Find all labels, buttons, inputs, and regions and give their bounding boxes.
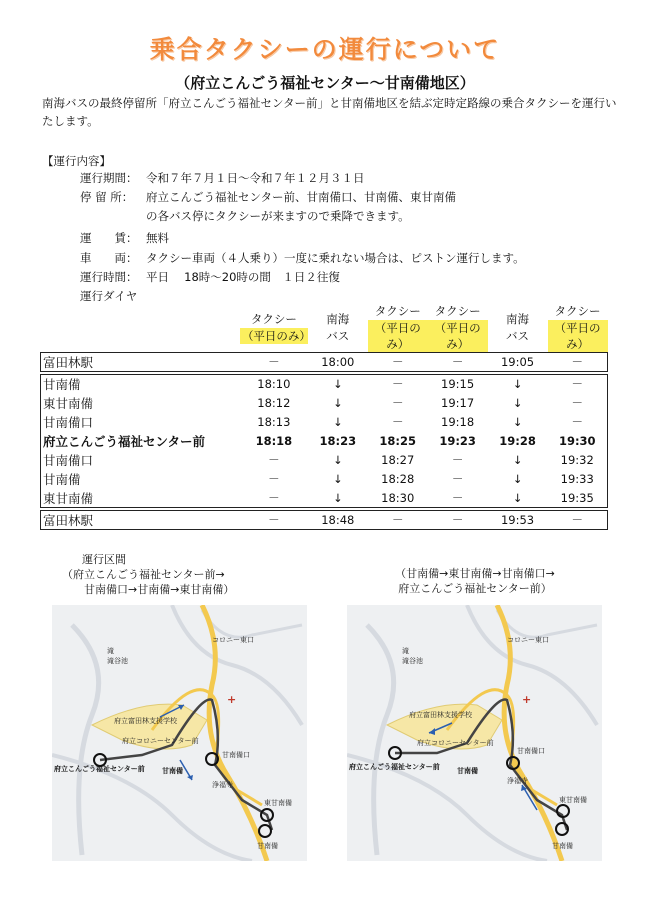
svg-text:+: + — [522, 693, 532, 706]
time-cell: ↓ — [512, 472, 523, 486]
time-cell: － — [240, 353, 308, 372]
time-cell: － — [268, 453, 280, 467]
time-cell: 18:10 — [240, 375, 308, 394]
column-header: タクシー （平日のみ） — [241, 312, 311, 343]
kannabi-guchi-label: 甘南備口 — [517, 747, 545, 755]
vehicle-value: タクシー車両（４人乗り）一度に乗れない場合は、ピストン運行します。 — [146, 251, 525, 265]
info-stops — [80, 188, 456, 207]
center-label: 府立こんごう福祉センター前 — [54, 765, 145, 773]
page-subtitle: （府立こんごう福祉センター～甘南備地区） — [175, 74, 475, 92]
time-cell: ↓ — [512, 415, 523, 429]
center-label: 府立こんごう福祉センター前 — [349, 763, 440, 771]
time-cell: 19:17 — [441, 396, 475, 410]
time-cell: ↓ — [332, 453, 343, 467]
fare-label: 運 賃： — [80, 231, 138, 245]
table-row — [41, 375, 608, 394]
right-map-caption: （甘南備→東甘南備→甘南備口→ 府立こんごう福祉センター前） — [395, 567, 555, 595]
timetable-header — [41, 303, 608, 353]
section-heading: 【運行内容】 — [42, 154, 111, 168]
time-cell: 19:15 — [428, 375, 488, 394]
time-cell: － — [428, 489, 488, 508]
time-cell: 18:18 — [255, 434, 293, 448]
time-cell: － — [451, 472, 464, 486]
time-cell: ↓ — [332, 472, 343, 486]
column-header: タクシー （平日のみ） — [548, 303, 608, 353]
right-route-map — [347, 605, 602, 861]
time-cell: － — [548, 413, 608, 432]
time-cell: － — [240, 511, 308, 530]
page-title: 乗合タクシーの運行について — [149, 35, 501, 64]
info-hours — [80, 268, 340, 287]
right-map-svg — [347, 605, 602, 861]
time-cell: － — [391, 396, 404, 410]
left-map-caption: 運行区間 （府立こんごう福祉センター前→ 甘南備口→甘南備→東甘南備） — [62, 553, 235, 596]
pond-label: 滝谷池 — [402, 657, 423, 665]
time-cell: ↓ — [332, 415, 343, 429]
timetable — [40, 303, 608, 530]
table-row — [41, 432, 608, 451]
time-cell: － — [391, 415, 404, 429]
stop-name: 甘南備 — [41, 375, 240, 394]
kannabi-guchi-label: 甘南備口 — [222, 751, 250, 759]
stop-name: 甘南備口 — [41, 451, 240, 470]
kannabi-label: 甘南備 — [552, 842, 573, 850]
diagram-label: 運行ダイヤ — [80, 289, 138, 303]
higashi-label: 東甘南備 — [264, 799, 292, 807]
info-vehicle — [80, 249, 525, 268]
time-cell: ↓ — [488, 489, 548, 508]
time-cell: － — [428, 511, 488, 530]
pond-label: 滝谷池 — [107, 657, 128, 665]
time-cell: 19:18 — [441, 415, 475, 429]
info-fare — [80, 229, 169, 248]
time-cell: ↓ — [512, 453, 523, 467]
time-cell: 19:05 — [488, 353, 548, 372]
period-label: 運行期間： — [80, 171, 138, 185]
stop-name: 富田林駅 — [41, 511, 240, 530]
table-row — [41, 394, 608, 413]
time-cell: ↓ — [308, 489, 368, 508]
colony-center-label: 府立コロニーセンター前 — [417, 739, 494, 747]
time-cell: 18:00 — [308, 353, 368, 372]
time-cell: 19:28 — [499, 434, 536, 448]
table-row — [41, 489, 608, 508]
colony-label: コロニー東口 — [212, 636, 254, 644]
time-cell: 19:30 — [548, 432, 608, 451]
time-cell: ↓ — [332, 396, 343, 410]
time-cell: － — [240, 489, 308, 508]
stop-name: 府立こんごう福祉センター前 — [41, 432, 240, 451]
svg-text:+: + — [227, 693, 237, 706]
stop-name: 甘南備口 — [41, 413, 240, 432]
intro-text: 南海バスの最終停留所「府立こんごう福祉センター前」と甘南備地区を結ぶ定時定路線の乗合タクシーを運行いたします。 — [42, 96, 617, 128]
time-cell: ↓ — [308, 375, 368, 394]
info-stops-note: の各バス停にタクシーが来ますので乗降できます。 — [146, 209, 410, 223]
table-row — [41, 470, 608, 489]
time-cell: 18:48 — [308, 511, 368, 530]
time-cell: 19:35 — [548, 489, 608, 508]
column-header: 南海 バス — [326, 312, 350, 343]
table-row — [41, 353, 608, 372]
stops-label: 停 留 所： — [80, 190, 134, 204]
time-cell: ↓ — [488, 375, 548, 394]
stop-name: 東甘南備 — [41, 394, 240, 413]
kannabi2-label: 甘南備 — [162, 767, 183, 775]
colony-label: コロニー東口 — [507, 636, 549, 644]
time-cell: 18:13 — [257, 415, 291, 429]
stop-name: 甘南備 — [41, 470, 240, 489]
time-cell: 18:28 — [381, 472, 415, 486]
svg-text:滝: 滝 — [107, 647, 114, 655]
stop-name: 富田林駅 — [41, 353, 240, 372]
info-period — [80, 169, 365, 188]
time-cell: 19:33 — [548, 470, 608, 489]
time-cell: － — [268, 472, 280, 486]
column-header: タクシー （平日のみ） — [428, 303, 488, 353]
column-header: タクシー （平日のみ） — [368, 303, 428, 353]
temple-label: 浄福寺 — [212, 781, 233, 789]
time-cell: － — [548, 394, 608, 413]
time-cell: 18:12 — [257, 396, 291, 410]
vehicle-label: 車 両： — [80, 251, 138, 265]
time-cell: － — [428, 353, 488, 372]
time-cell: 19:53 — [488, 511, 548, 530]
time-cell: － — [548, 375, 608, 394]
school-label: 府立富田林支援学校 — [409, 711, 472, 719]
colony-center-label: 府立コロニーセンター前 — [122, 737, 199, 745]
school-label: 府立富田林支援学校 — [114, 717, 177, 725]
time-cell: 19:32 — [548, 451, 608, 470]
table-row — [41, 413, 608, 432]
kannabi2-label: 甘南備 — [457, 767, 478, 775]
stops-value: 府立こんごう福祉センター前、甘南備口、甘南備、東甘南備 — [146, 190, 457, 204]
time-cell: － — [368, 353, 428, 372]
time-cell: 18:23 — [319, 434, 357, 448]
time-cell: 19:23 — [439, 434, 476, 448]
temple-label: 浄福寺 — [507, 777, 528, 785]
table-row — [41, 451, 608, 470]
fare-value: 無料 — [146, 231, 169, 245]
time-cell: － — [451, 453, 464, 467]
left-route-map — [52, 605, 307, 861]
time-cell: － — [368, 511, 428, 530]
stop-name: 東甘南備 — [41, 489, 240, 508]
time-cell: 18:27 — [381, 453, 415, 467]
time-cell: － — [548, 511, 608, 530]
hours-value: 平日 18時～20時の間 １日２往復 — [146, 270, 340, 284]
period-value: 令和７年７月１日～令和７年１２月３１日 — [146, 171, 365, 185]
time-cell: 18:25 — [379, 434, 417, 448]
column-header: 南海 バス — [506, 312, 530, 343]
table-row — [41, 511, 608, 530]
time-cell: － — [548, 353, 608, 372]
time-cell: ↓ — [512, 396, 523, 410]
time-cell: 18:30 — [368, 489, 428, 508]
kannabi-label: 甘南備 — [257, 842, 278, 850]
svg-text:滝: 滝 — [402, 647, 409, 655]
hours-label: 運行時間： — [80, 270, 138, 284]
left-map-svg — [52, 605, 307, 861]
higashi-label: 東甘南備 — [559, 796, 587, 804]
time-cell: － — [368, 375, 428, 394]
